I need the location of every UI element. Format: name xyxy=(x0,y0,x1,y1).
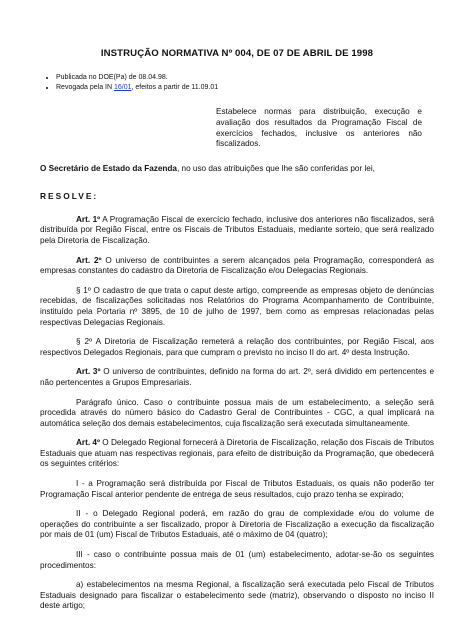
article-4-item-iii: III - caso o contribuinte possua mais de 01 (um) estabelecimento, adotar-se-ão os seguintes procedimentos: xyxy=(40,550,434,570)
article-4-item-ii: II - o Delegado Regional poderá, em razão do grau de complexidade e/ou do volume de operações do contribuinte a ser fiscalizado, propor à Diretoria de Fiscalização a execução da fiscalização por mais de 01 (um) Fiscal de Tributos Estaduais, até o máximo de 04 (quatro); xyxy=(40,509,434,540)
article-3-label: Art. 3º xyxy=(76,367,101,377)
document-title: INSTRUÇÃO NORMATIVA Nº 004, DE 07 DE ABRIL DE 1998 xyxy=(100,48,374,59)
article-2-label: Art. 2º xyxy=(76,255,102,265)
publication-notes xyxy=(40,73,434,93)
article-3 xyxy=(40,367,434,388)
article-2-paragraph-1: § 1º O cadastro de que trata o caput deste artigo, compreende as empresas objeto de denúncias recebidas, de fiscalizações solicitadas nos Relatórios do Programa Acompanhamento de Contribuinte, instituído pela Portaria nº 3895, de 10 de julho de 1997, bem como as empresas relacionadas pelas respectivas Delegacias Regionais. xyxy=(40,285,434,327)
article-4-item-i: I - a Programação será distribuída por Fiscal de Tributos Estaduais, os quais não poderão ter Programação Fiscal anterior pendente de entrega de seus resultados, cujo prazo tenha se expirado; xyxy=(40,479,434,499)
revoking-instruction-link[interactable]: 16/01 xyxy=(113,84,132,91)
article-2-text: O universo de contribuintes a serem alcançados pela Programação, corresponderá as empresas constantes do cadastro da Diretoria de Fiscalização e/ou Delegacias Regionais. xyxy=(40,255,434,276)
revocation-note xyxy=(56,83,434,93)
article-1-label: Art. 1º xyxy=(76,214,101,224)
article-2 xyxy=(40,256,434,277)
revocation-prefix: Revogada pela IN xyxy=(56,84,114,91)
preamble xyxy=(40,164,434,175)
article-2-paragraph-2: § 2º A Diretoria de Fiscalização remeterá a relação dos contribuintes, por Região Fiscal, aos respectivos Delegados Regionais, para que cumpram o previsto no inciso II do art. 4º desta Instrução. xyxy=(40,337,434,357)
article-4-item-iii-a: a) estabelecimentos na mesma Regional, a fiscalização será executada pelo Fiscal de Tributos Estaduais designado para fiscalizar o estabelecimento sede (matriz), observando o disposto no inciso II deste artigo; xyxy=(40,580,434,611)
article-1-text: A Programação Fiscal de exercício fechado, inclusive dos anteriores não fiscalizados, será distribuída por Região Fiscal, entre os Fiscais de Tributos Estaduais, mediante sorteio, que será realizado pela Diretoria de Fiscalização. xyxy=(40,214,434,245)
article-1 xyxy=(40,215,434,247)
article-3-sole-paragraph: Parágrafo único. Caso o contribuinte possua mais de um estabelecimento, a seleção será procedida através do número básico do Cadastro Geral de Contribuintes - CGC, a qual implicará na automática seleção dos demais estabelecimentos, cuja fiscalização será executada simultaneamente. xyxy=(40,397,434,428)
article-3-text: O universo de contribuintes, definido na forma do art. 2º, será dividido em pertencentes e não pertencentes a Grupos Empresariais. xyxy=(40,367,435,387)
resolve-heading: RESOLVE: xyxy=(40,190,99,201)
publication-note: • Publicada no DOE(Pa) de 08.04.98. xyxy=(56,73,434,83)
article-4-text: O Delegado Regional fornecerá à Diretoria de Fiscalização, relação dos Fiscais de Tributos Estaduais que atuam nas respectivas regionais, para efeito de distribuição da Programação, que obedecerá os seguintes critérios: xyxy=(40,438,434,469)
article-4-label: Art. 4º xyxy=(76,438,100,448)
article-4 xyxy=(40,438,434,470)
preamble-text: , no uso das atribuições que lhe são conferidas por lei, xyxy=(176,164,375,174)
preamble-authority: O Secretário de Estado da Fazenda xyxy=(40,164,177,174)
revocation-suffix: , efeitos a partir de 11.09.01 xyxy=(131,84,219,91)
ementa: Estabelece normas para distribuição, execução e avaliação dos resultados da Programação Fiscal de exercícios fechados, inclusive os anteriores não fiscalizados. xyxy=(216,107,422,149)
